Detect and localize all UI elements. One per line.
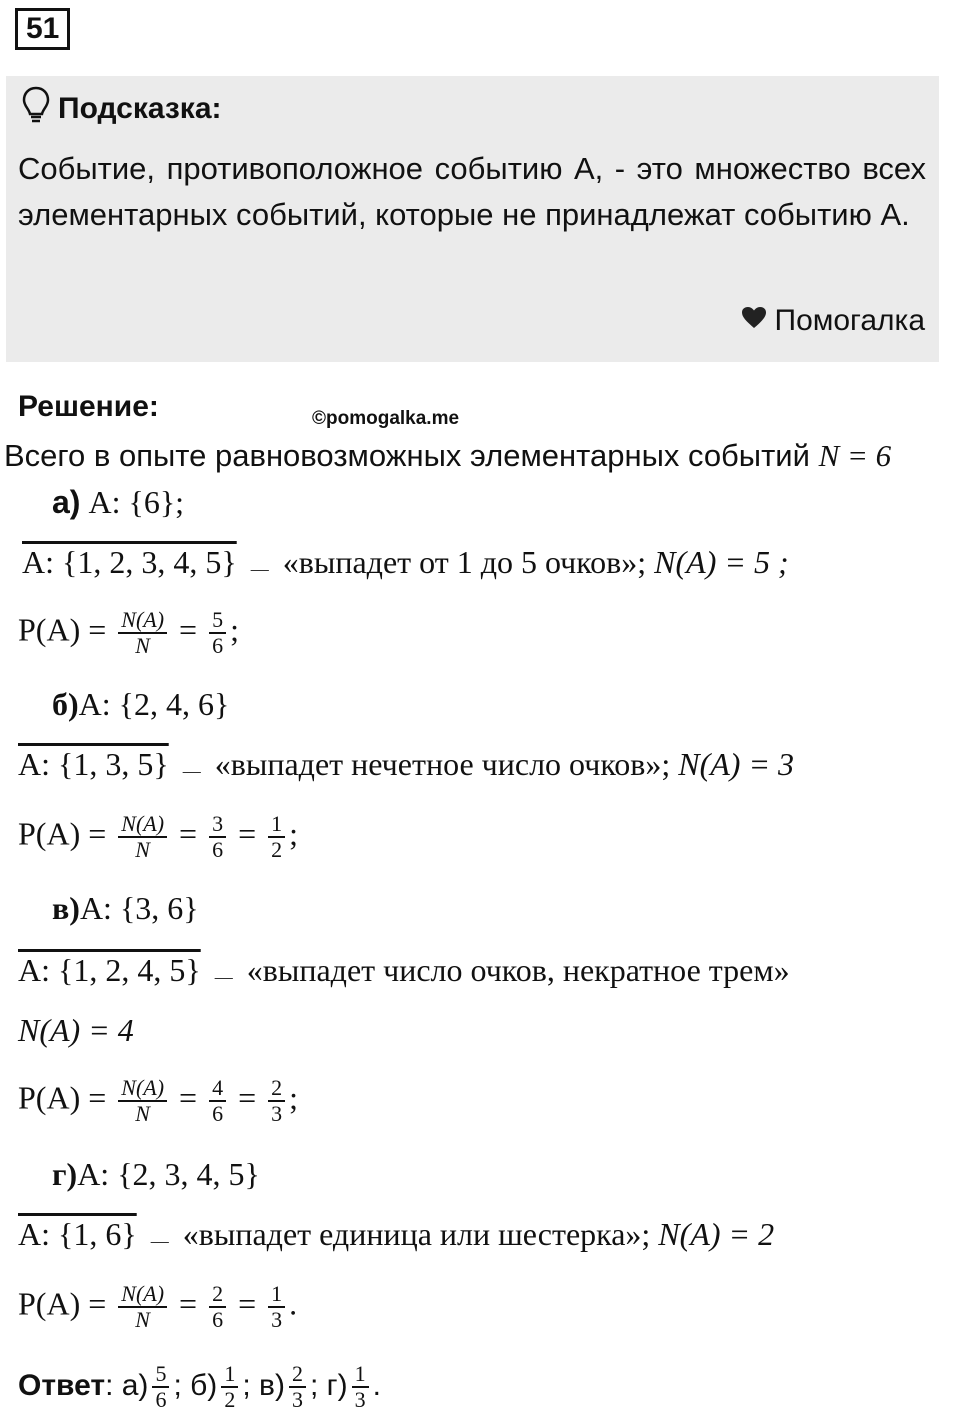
dash: — [214,967,233,987]
answer-item-label: б) [190,1368,218,1402]
frac-num: N(A) [118,812,167,838]
dash: — [150,1231,169,1251]
tail: ; [289,1079,299,1116]
answer-line [18,1362,381,1412]
dash: — [182,761,201,781]
part-v-mid [209,1076,226,1126]
frac-num: 1 [268,1282,285,1308]
part-g-complement: A: {1, 6} [18,1216,137,1252]
answer-colon: : [105,1368,114,1402]
frac-den: 3 [291,1387,303,1412]
part-b-prob-line [18,812,298,862]
tail: . [289,1285,298,1322]
brand-name: Помогалка [774,304,925,337]
answer-frac [221,1362,238,1412]
equals: = [238,815,257,852]
answer-item [121,1361,182,1412]
frac-den: 2 [271,837,283,862]
frac-den: 2 [224,1387,236,1412]
part-a-label: а) [52,484,81,520]
frac-den: N [135,1101,150,1126]
frac-num: 5 [152,1362,169,1388]
part-g-prob-line [18,1282,297,1332]
part-v-frac [118,1076,167,1126]
part-v-complement: A: {1, 2, 4, 5} [18,952,201,988]
part-a-complement: A: {1, 2, 3, 4, 5} [22,544,237,580]
part-b-frac [118,812,167,862]
intro-math: N = 6 [818,438,892,473]
equals: = [179,1285,198,1322]
part-b-event: A: {2, 4, 6} [78,686,230,722]
frac-den: 3 [354,1387,366,1412]
answer-item-label: в) [259,1368,285,1402]
hint-title: Подсказка: [58,92,222,125]
heart-icon [741,304,767,338]
answer-frac [352,1362,369,1412]
part-b-event-line [52,684,229,724]
part-g-count: N(A) = 2 [658,1216,775,1252]
lightbulb-icon [22,86,50,132]
part-g-event: A: {2, 3, 4, 5} [77,1156,260,1192]
answer-label: Ответ [18,1368,106,1402]
frac-num: N(A) [118,1282,167,1308]
equals: = [179,815,198,852]
answer-frac [289,1362,306,1412]
part-v-prob-lhs: P(A) = [18,1079,107,1116]
part-a-description: «выпадет от 1 до 5 очков»; [282,544,647,580]
equals: = [238,1285,257,1322]
answer-item-label: а) [121,1368,149,1402]
answer-item [326,1361,381,1412]
frac-num: 3 [209,812,226,838]
part-a-count: N(A) = 5 ; [654,544,789,580]
part-g-result [268,1282,285,1332]
frac-den: N [135,633,150,658]
part-b-mid [209,812,226,862]
answer-sep: ; [173,1368,182,1402]
hint-header [22,86,222,132]
part-g-frac [118,1282,167,1332]
part-v-description: «выпадет число очков, некратное трем» [246,952,790,988]
part-a-complement-line [22,542,789,589]
part-v-event: A: {3, 6} [79,890,199,926]
frac-num: 2 [209,1282,226,1308]
part-g-prob-lhs: P(A) = [18,1285,107,1322]
part-g-label: г) [52,1156,78,1192]
answer-sep: . [372,1368,381,1402]
frac-den: 3 [271,1101,283,1126]
equals: = [238,1079,257,1116]
frac-den: 6 [155,1387,167,1412]
part-a-frac [118,608,167,658]
equals: = [179,1079,198,1116]
part-b-description: «выпадет нечетное число очков»; [214,746,671,782]
frac-num: 1 [268,812,285,838]
hint-box [6,76,939,362]
part-b-count: N(A) = 3 [678,746,795,782]
frac-den: 6 [212,1307,224,1332]
hint-brand [741,304,926,338]
intro-line [4,436,891,476]
intro-text: Всего в опыте равновозможных элементарных событий [4,438,810,473]
part-v-event-line [52,888,199,928]
answer-sep: ; [242,1368,251,1402]
equals: = [179,611,198,648]
part-b-result [268,812,285,862]
frac-num: N(A) [118,608,167,634]
answer-sep: ; [309,1368,319,1402]
frac-num: 2 [268,1076,285,1102]
part-b-label: б) [52,686,79,722]
part-v-complement-line [18,950,790,997]
answer-item [190,1361,251,1412]
tail: ; [230,611,239,648]
hint-text: Событие, противоположное событию A, - это множество всех элементарных событий, которые не принадлежат событию A. [18,151,926,232]
frac-num: 1 [221,1362,238,1388]
part-a-event-line [52,482,184,522]
part-g-event-line [52,1154,260,1194]
part-b-prob-lhs: P(A) = [18,815,107,852]
frac-num: N(A) [118,1076,167,1102]
frac-den: 3 [271,1307,283,1332]
part-b-complement: A: {1, 3, 5} [18,746,169,782]
watermark: ©pomogalka.me [312,408,460,429]
frac-den: 6 [212,633,224,658]
part-a-prob-lhs: P(A) = [18,611,107,648]
frac-num: 2 [289,1362,306,1388]
answer-item-label: г) [326,1368,348,1402]
part-v-count: N(A) = 4 [18,1012,134,1048]
part-b-complement-line [18,744,794,791]
part-v-result [268,1076,285,1126]
part-a-result [209,608,226,658]
part-g-description: «выпадет единица или шестерка»; [182,1216,651,1252]
part-a-prob-line [18,608,239,658]
part-a-event: A: {6}; [88,484,185,520]
frac-den: 6 [212,837,224,862]
frac-num: 1 [352,1362,369,1388]
answer-item [259,1361,319,1412]
dash: — [250,559,269,579]
part-v-count-line [18,1010,134,1050]
answer-frac [152,1362,169,1412]
problem-number: 51 [15,8,70,50]
part-v-label: в) [52,890,80,926]
frac-num: 5 [209,608,226,634]
frac-den: 6 [212,1101,224,1126]
frac-den: N [135,1307,150,1332]
frac-den: N [135,837,150,862]
part-g-mid [209,1282,226,1332]
tail: ; [289,815,299,852]
frac-num: 4 [209,1076,226,1102]
part-g-complement-line [18,1214,774,1261]
part-v-prob-line [18,1076,298,1126]
solution-label: Решение: [18,390,159,423]
